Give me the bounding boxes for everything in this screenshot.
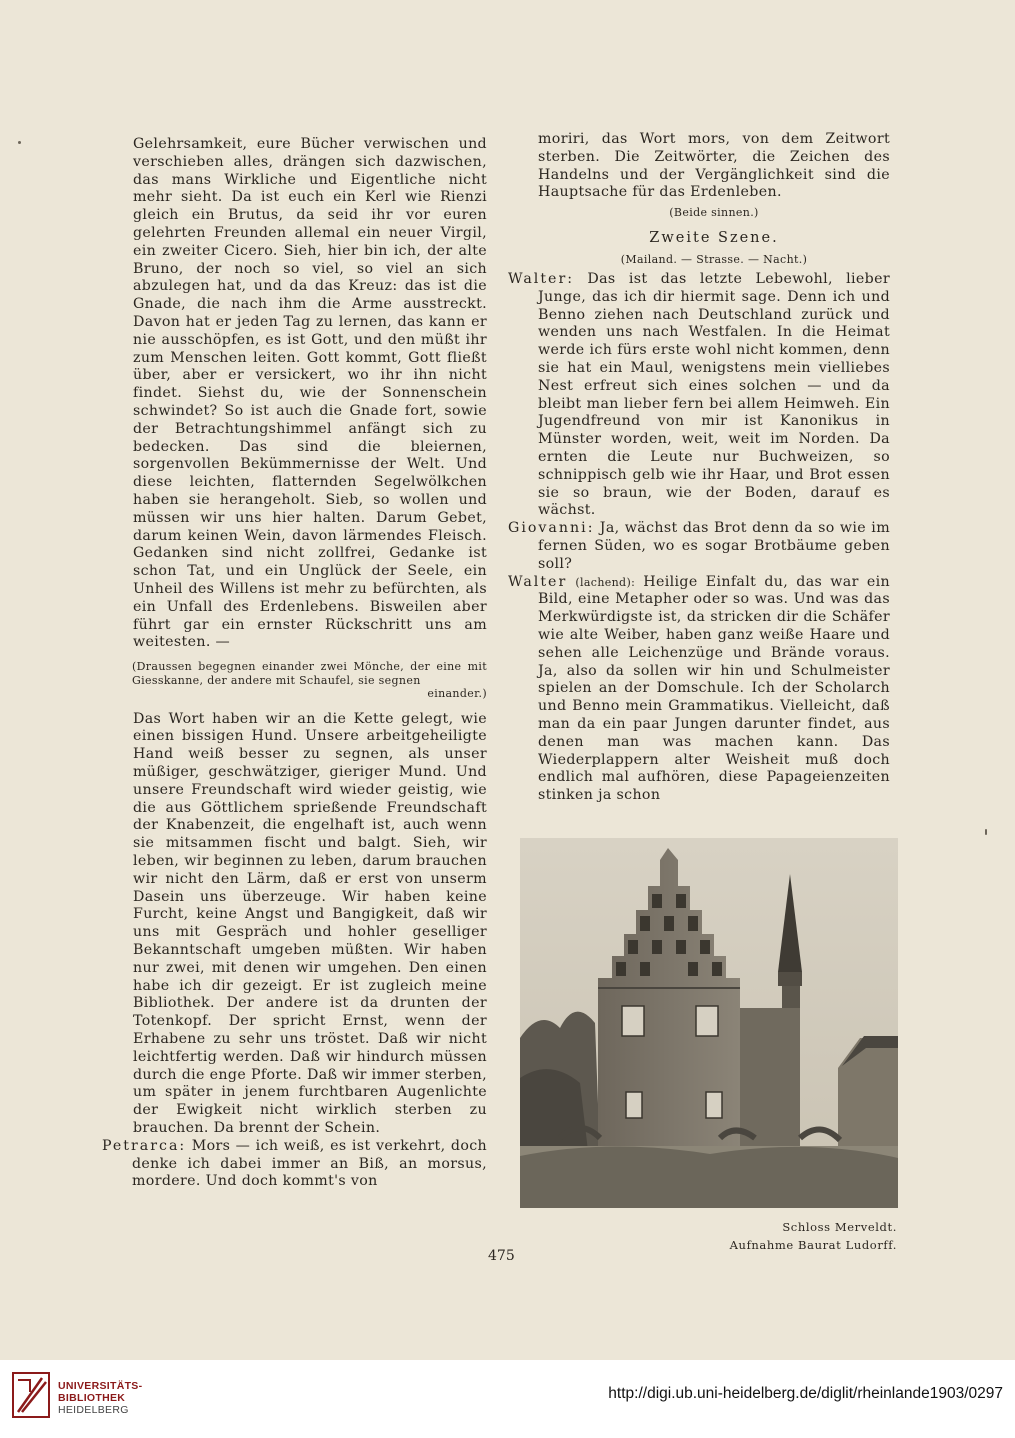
library-line-1: UNIVERSITÄTS-: [58, 1380, 143, 1392]
petrarca-text: Mors — ich weiß, es ist verkehrt, doch denke ich dabei immer an Biß, an morsus, mordere. Und doch kommt's von: [132, 1137, 487, 1190]
speaker-walter: Walter:: [508, 270, 575, 287]
right-column: [508, 131, 890, 805]
speaker-giovanni: Giovanni:: [508, 520, 595, 537]
walter-text: Das ist das letzte Lebewohl, lieber Junge, das ich dir hiermit sage. Denn ich und Benno ziehen nach Deutschland zurück und wenden uns nach Westfalen. In die Heimat werde ich fürs erste wohl nicht kommen, denn sie hat ein Maul, wenigstens mein vielliebes Nest erfreut sich eines solchen — und da bleibt man lieber fern bei allem Heimweh. Ein Jugendfreund von mir ist Kanonikus in Münster worden, weit, weit im Norden. Da ernten die Leute nur Buchweizen, so schnippisch gelb wie ihr Haar, und Brot essen sie so braun, wie der Boden, darauf es wächst.: [538, 270, 890, 519]
speaker-petrarca: Petrarca:: [102, 1137, 187, 1154]
bruno-speech-1: Gelehrsamkeit, eure Bücher verwischen und verschieben alles, drängen sich dazwischen, das mans Wirkliche und Eigentliche nicht mehr sieht. Da ist euch ein Kerl wie Rienzi gleich ein Brutus, da seid ihr vor euren gelehrten Freunden allemal ein neuer Virgil, ein zweiter Cicero. Sieh, hier bin ich, der alte Bruno, der noch so viel, so viel an sich abzulegen hat, und da das Kreuz: das ist die Gnade, die nach ihm die Arme ausstreckt. Davon hat er jeden Tag zu lernen, das kann er nie ausschöpfen, es ist Gott, und den müßt ihr zum Menschen leiten. Gott kommt, Gott fließt über, aber er versickert, wo ihr ihn nicht findet. Siehst du, wie der Sonnenschein schwindet? So ist auch die Gnade fort, sowie der Betrachtungshimmel anfängt sich zu bedecken. Das sind die bleiernen, sorgenvollen Bekümmernisse der Welt. Und diese leichten, flatternden Segelwölkchen haben sie herangeholt. Sieb, so wollen und müssen wir uns hier halten. Darum Gebet, darum keinen Wein, davon lärmendes Fleisch. Gedanken sind nicht zollfrei, Gedanke ist schon Tat, und ein Unglück der Seele, ein Unheil des Willens ist mehr zu befürchten, als ein Unfall des Erdenlebens. Bisweilen aber führt gar ein ernster Rückschritt uns am weitesten. —: [133, 136, 487, 651]
giovanni-speech: [508, 520, 890, 573]
speck-mark: [985, 829, 987, 835]
speck-mark: [18, 141, 21, 144]
figure-credit: Aufnahme Baurat Ludorff.: [729, 1238, 897, 1252]
stage-direction-monks: [102, 660, 487, 701]
castle-photo: [520, 838, 898, 1208]
left-column: [102, 136, 487, 1191]
bruno-speech-2: Das Wort haben wir an die Kette gelegt, wie einen bissigen Hund. Unsere arbeitgeheiligte Hand weiß besser zu segnen, als unser müßiger, geschwätziger, gieriger Mund. Und unsere Freundschaft wird wieder geistig, wie die aus Göttlichem sprießende Freundschaft der Knabenzeit, die engelhaft ist, auch wenn sie mitsammen fischt und balgt. Sieh, wir leben, wir beginnen zu leben, darum brauchen wir nicht den Lärm, daß er erst von unserm Dasein uns überzeuge. Wir haben keine Furcht, keine Angst und Bangigkeit, daß wir uns mit Gespräch und hohler geselliger Bekanntschaft umgeben müßten. Wir haben nur zwei, mit denen wir umgehen. Den einen habe ich dir gezeigt. Er ist zugleich meine Bibliothek. Der andere ist da drunten der Totenkopf. Der spricht Ernst, wenn der Erhabene zu sehr uns tröstet. Daß wir nicht leichtfertig werden. Daß wir hindurch müssen durch die enge Pforte. Daß wir immer sterben, um später in jenem furchtbaren Augenlichte der Ewigkeit nicht wirklich sterben zu brauchen. Da brennt der Schein.: [133, 710, 487, 1136]
petrarca-speech: [102, 1138, 487, 1191]
stage-direction-mailand: (Mailand. — Strasse. — Nacht.): [620, 253, 808, 267]
walter-speech: [508, 271, 890, 520]
speaker-walter: Walter: [508, 573, 568, 590]
library-name[interactable]: [58, 1380, 142, 1416]
petrarca-speech-cont: moriri, das Wort mors, von dem Zeitwort sterben. Die Zeitwörter, die Zeichen des Handelns und der Vergänglichkeit sind die Hauptsache für das Erdenleben.: [538, 131, 890, 201]
scene-title: Zweite Szene.: [649, 229, 779, 246]
walter-text-2: Heilige Einfalt du, das war ein Bild, eine Metapher oder so was. Und was das Merkwürdigste ist, da stricken dir die Schäfer wie alte Weiber, haben ganz weiße Haare und sehen alle Leichenzüge und Brände voraus. Ja, also da sollen wir hin und Schulmeister spielen an der Domschule. Ich der Scholarch und Benno mein Grammatikus. Vielleicht, daß man da ein paar Jungen darunter findet, aus denen man was machen kann. Das Wiederplappern alter Weisheit muß doch endlich mal aufhören, diese Papageienzeiten stinken ja schon: [538, 573, 890, 804]
page-number: 475: [488, 1248, 515, 1264]
figure-caption: Schloss Merveldt.: [782, 1220, 897, 1234]
source-url-link[interactable]: http://digi.ub.uni-heidelberg.de/diglit/rheinlande1903/0297: [608, 1385, 1003, 1402]
stage-direction-end: einander.): [427, 687, 487, 701]
castle-illustration: [520, 838, 898, 1208]
footer-bar: [0, 1360, 1015, 1438]
stage-direction-text: (Draussen begegnen einander zwei Mönche, der eine mit Giesskanne, der andere mit Schaufel, sie segnen: [132, 660, 487, 687]
giovanni-text: Ja, wächst das Brot denn da so wie im fernen Süden, wo es sogar Brotbäume geben soll?: [538, 520, 890, 572]
library-line-3: HEIDELBERG: [58, 1404, 129, 1416]
stage-direction-lachend: (lachend):: [575, 575, 636, 589]
walter-speech-2: [508, 574, 890, 805]
library-line-2: BIBLIOTHEK: [58, 1392, 126, 1404]
library-logo-icon[interactable]: [12, 1372, 50, 1418]
stage-direction-beide: (Beide sinnen.): [669, 206, 759, 220]
